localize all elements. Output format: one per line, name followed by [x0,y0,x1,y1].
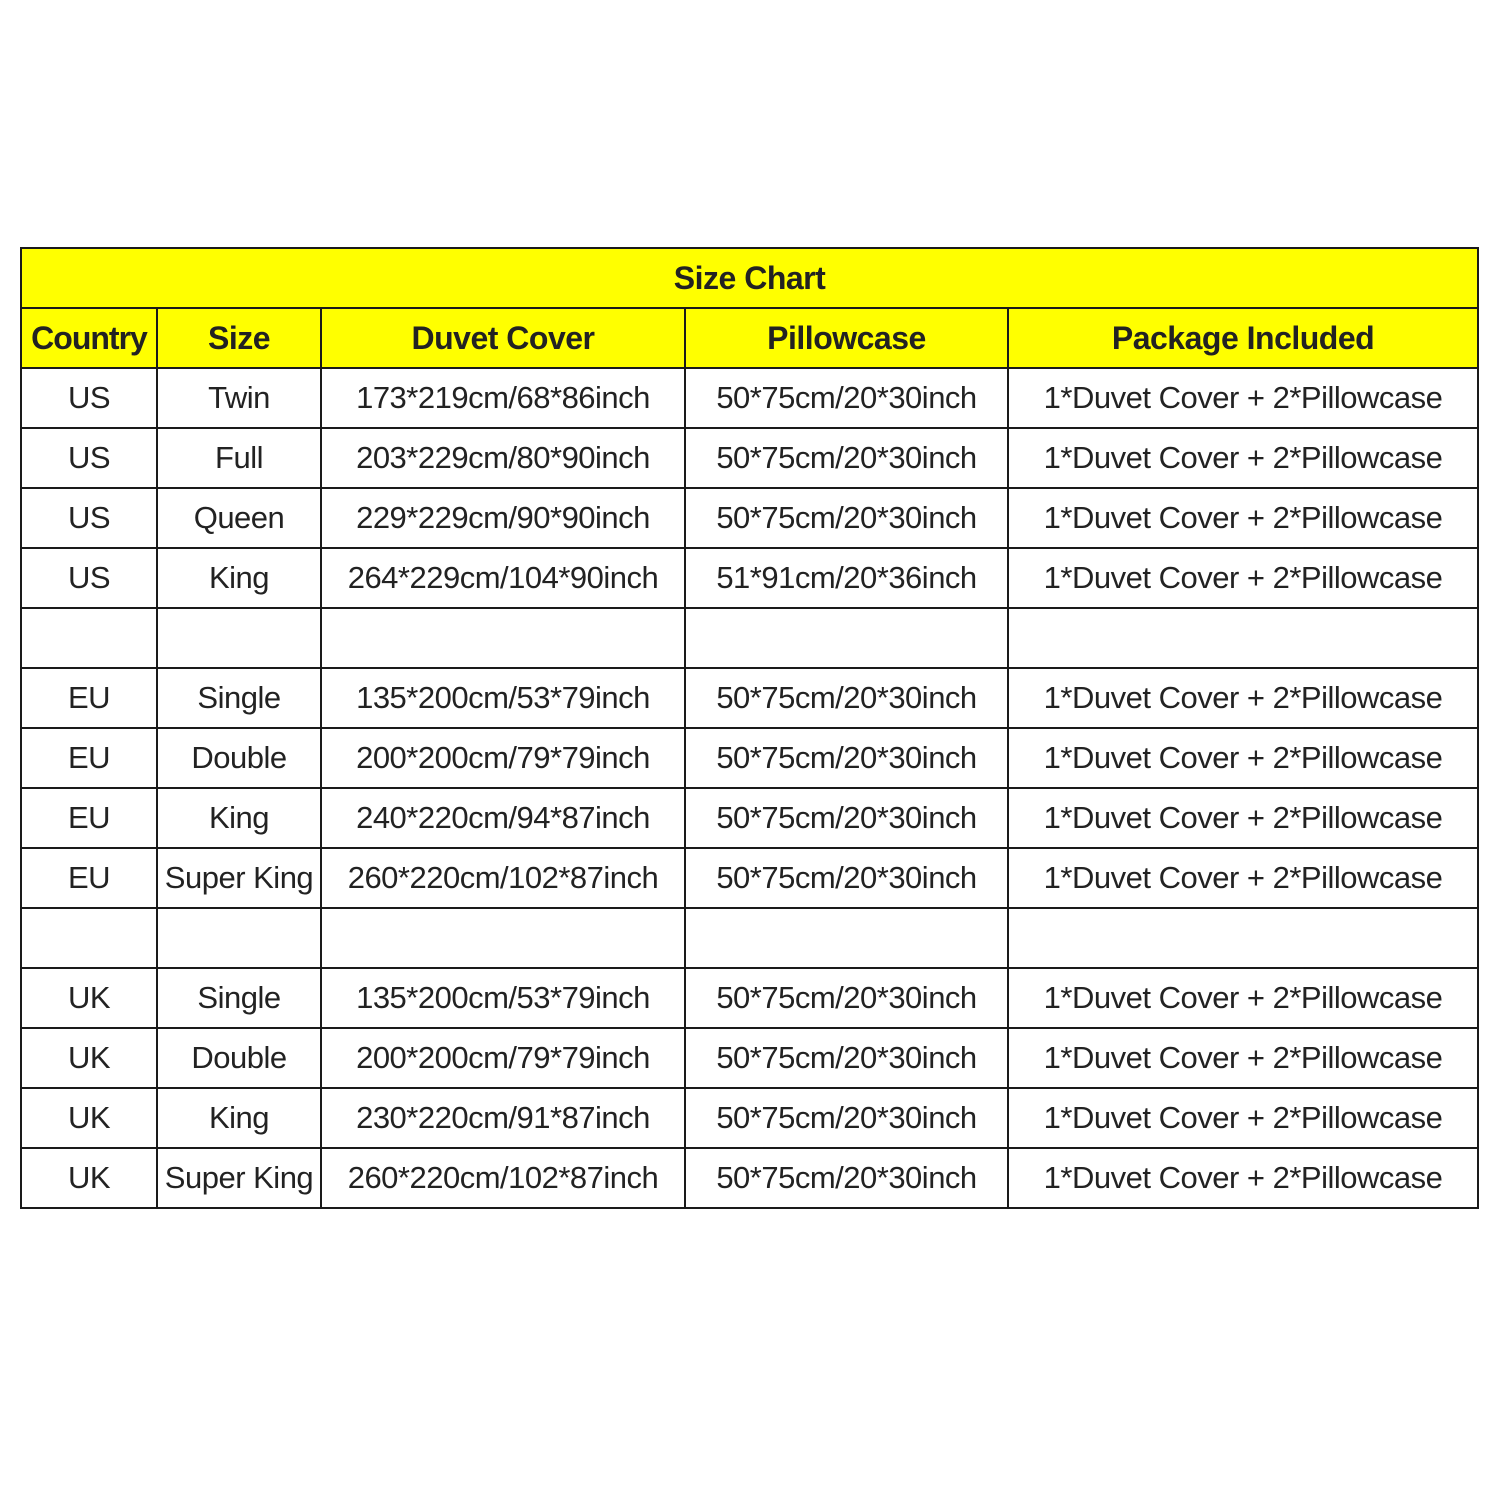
table-row [21,668,1478,728]
title-row [21,248,1478,308]
header-country: Country [21,308,157,368]
duvet-cover-cell: 135*200cm/53*79inch [321,968,685,1028]
package-included-cell [1008,608,1478,668]
pillowcase-cell: 50*75cm/20*30inch [685,668,1008,728]
pillowcase-cell [685,608,1008,668]
pillowcase-cell: 50*75cm/20*30inch [685,968,1008,1028]
country-cell: UK [21,1088,157,1148]
duvet-cover-cell: 229*229cm/90*90inch [321,488,685,548]
duvet-cover-cell: 203*229cm/80*90inch [321,428,685,488]
pillowcase-cell: 50*75cm/20*30inch [685,848,1008,908]
country-cell [21,908,157,968]
country-cell: EU [21,668,157,728]
package-included-cell: 1*Duvet Cover + 2*Pillowcase [1008,728,1478,788]
pillowcase-cell: 50*75cm/20*30inch [685,1088,1008,1148]
country-cell: US [21,488,157,548]
size-cell: Super King [157,1148,321,1208]
table-row [21,788,1478,848]
table-row [21,1148,1478,1208]
country-cell: EU [21,728,157,788]
package-included-cell: 1*Duvet Cover + 2*Pillowcase [1008,428,1478,488]
header-duvet-cover: Duvet Cover [321,308,685,368]
table-title: Size Chart [21,248,1478,308]
country-cell: UK [21,1148,157,1208]
table-row [21,428,1478,488]
country-cell: US [21,548,157,608]
header-size: Size [157,308,321,368]
size-cell: King [157,1088,321,1148]
size-cell: Single [157,968,321,1028]
duvet-cover-cell [321,608,685,668]
size-cell: Queen [157,488,321,548]
pillowcase-cell [685,908,1008,968]
size-cell: Twin [157,368,321,428]
duvet-cover-cell: 260*220cm/102*87inch [321,848,685,908]
package-included-cell: 1*Duvet Cover + 2*Pillowcase [1008,1028,1478,1088]
duvet-cover-cell: 200*200cm/79*79inch [321,728,685,788]
table-row [21,908,1478,968]
table-row [21,1088,1478,1148]
pillowcase-cell: 50*75cm/20*30inch [685,488,1008,548]
package-included-cell: 1*Duvet Cover + 2*Pillowcase [1008,848,1478,908]
country-cell [21,608,157,668]
header-package-included: Package Included [1008,308,1478,368]
country-cell: EU [21,788,157,848]
pillowcase-cell: 50*75cm/20*30inch [685,728,1008,788]
duvet-cover-cell: 135*200cm/53*79inch [321,668,685,728]
pillowcase-cell: 50*75cm/20*30inch [685,1148,1008,1208]
duvet-cover-cell: 200*200cm/79*79inch [321,1028,685,1088]
table-row [21,1028,1478,1088]
table-row [21,548,1478,608]
table-row [21,848,1478,908]
size-cell: King [157,548,321,608]
table-row [21,728,1478,788]
size-cell [157,908,321,968]
duvet-cover-cell: 260*220cm/102*87inch [321,1148,685,1208]
pillowcase-cell: 50*75cm/20*30inch [685,788,1008,848]
country-cell: US [21,428,157,488]
size-chart-table [20,247,1479,1209]
country-cell: US [21,368,157,428]
pillowcase-cell: 51*91cm/20*36inch [685,548,1008,608]
pillowcase-cell: 50*75cm/20*30inch [685,428,1008,488]
table-row [21,608,1478,668]
package-included-cell: 1*Duvet Cover + 2*Pillowcase [1008,968,1478,1028]
pillowcase-cell: 50*75cm/20*30inch [685,368,1008,428]
table-body [21,368,1478,1208]
country-cell: UK [21,968,157,1028]
table-row [21,488,1478,548]
package-included-cell: 1*Duvet Cover + 2*Pillowcase [1008,488,1478,548]
package-included-cell: 1*Duvet Cover + 2*Pillowcase [1008,1088,1478,1148]
package-included-cell [1008,908,1478,968]
duvet-cover-cell: 230*220cm/91*87inch [321,1088,685,1148]
pillowcase-cell: 50*75cm/20*30inch [685,1028,1008,1088]
package-included-cell: 1*Duvet Cover + 2*Pillowcase [1008,548,1478,608]
duvet-cover-cell: 264*229cm/104*90inch [321,548,685,608]
size-cell: King [157,788,321,848]
duvet-cover-cell [321,908,685,968]
package-included-cell: 1*Duvet Cover + 2*Pillowcase [1008,788,1478,848]
size-cell: Single [157,668,321,728]
header-row [21,308,1478,368]
table-row [21,968,1478,1028]
size-cell: Double [157,728,321,788]
duvet-cover-cell: 173*219cm/68*86inch [321,368,685,428]
package-included-cell: 1*Duvet Cover + 2*Pillowcase [1008,368,1478,428]
size-cell: Full [157,428,321,488]
package-included-cell: 1*Duvet Cover + 2*Pillowcase [1008,668,1478,728]
table-row [21,368,1478,428]
country-cell: UK [21,1028,157,1088]
size-cell: Double [157,1028,321,1088]
size-cell: Super King [157,848,321,908]
header-pillowcase: Pillowcase [685,308,1008,368]
package-included-cell: 1*Duvet Cover + 2*Pillowcase [1008,1148,1478,1208]
country-cell: EU [21,848,157,908]
size-cell [157,608,321,668]
duvet-cover-cell: 240*220cm/94*87inch [321,788,685,848]
